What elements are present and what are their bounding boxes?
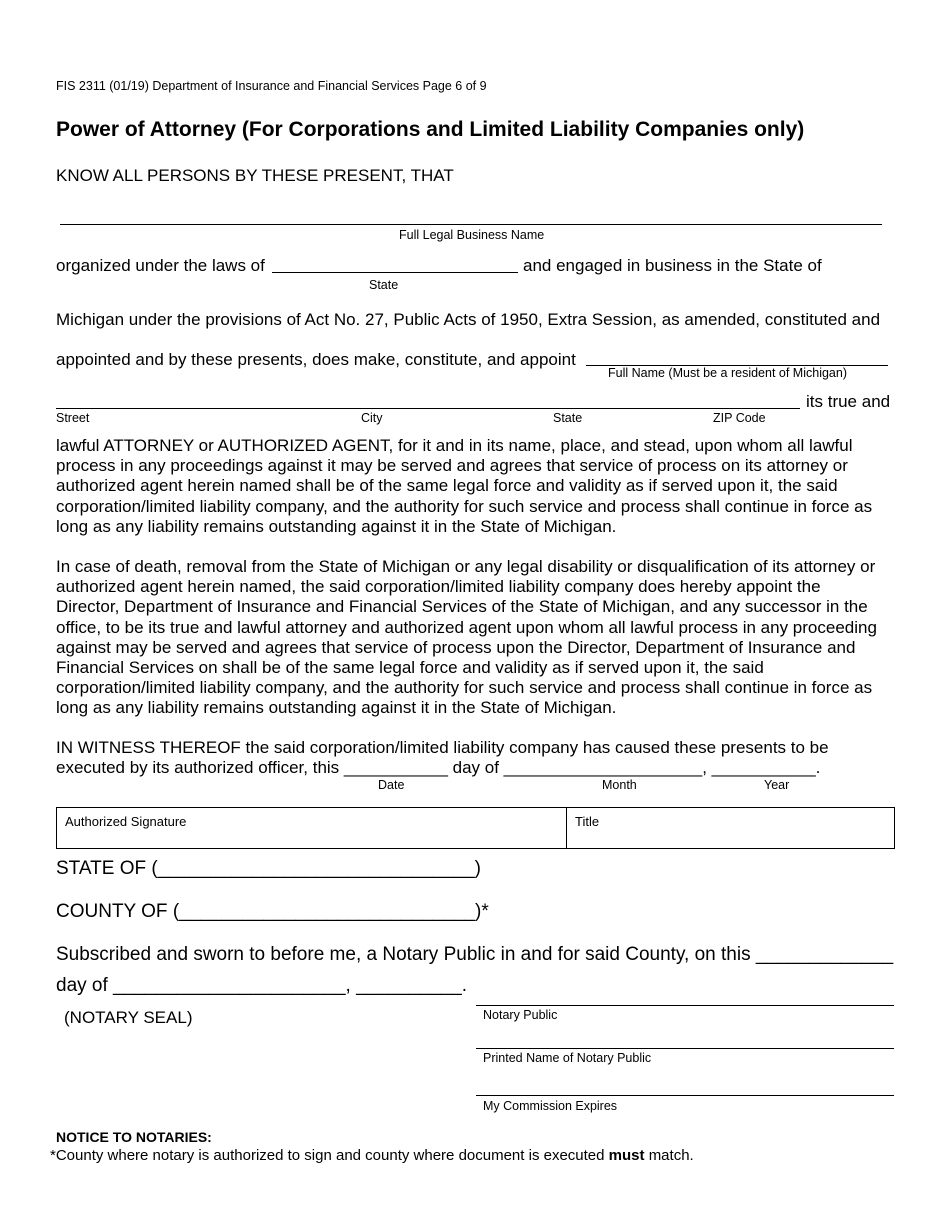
state-of-field[interactable]: STATE OF (______________________________): [56, 858, 482, 879]
form-header: FIS 2311 (01/19) Department of Insurance and Financial Services Page 6 of 9: [56, 79, 487, 93]
paragraph-line: process in any proceedings against it may be served and agrees that service of process on its attorney or: [56, 456, 848, 476]
notary-public-field[interactable]: [476, 1005, 894, 1006]
paragraph-line: long as any liability remains outstanding against it in the State of Michigan.: [56, 698, 617, 718]
paragraph-line: Financial Services on shall be of the same legal force and validity as if served upon it, the said: [56, 658, 764, 678]
notary-printed-name-label: Printed Name of Notary Public: [483, 1051, 652, 1065]
business-name-field[interactable]: [60, 224, 882, 225]
witness-line-1: IN WITNESS THEREOF the said corporation/limited liability company has caused these presents to be: [56, 738, 829, 757]
address-state-label: State: [553, 411, 583, 425]
paragraph-line: corporation/limited liability company, and the authority for such service and process shall continue in force as: [56, 496, 873, 516]
organized-state-field[interactable]: [272, 272, 518, 273]
paragraph-line: long as any liability remains outstanding against it in the State of Michigan.: [56, 516, 617, 536]
organized-state-label: State: [369, 278, 399, 292]
authorized-signature-field[interactable]: [56, 807, 567, 849]
paragraph-line: Director, Department of Insurance and Financial Services of the State of Michigan, and any successor in the: [56, 597, 868, 617]
witness-line-2[interactable]: executed by its authorized officer, this ___________ day of _____________________, ___________.: [56, 758, 821, 777]
street-label: Street: [56, 411, 90, 425]
notary-seal: (NOTARY SEAL): [64, 1008, 193, 1027]
notice-text: [50, 1147, 694, 1164]
agent-address-field[interactable]: [56, 408, 800, 409]
county-of-field[interactable]: COUNTY OF (____________________________)*: [56, 901, 489, 922]
zip-label: ZIP Code: [713, 411, 766, 425]
paragraph-line: In case of death, removal from the State of Michigan or any legal disability or disqualification of its attorney or: [56, 557, 876, 576]
paragraph-line: authorized agent herein named, the said corporation/limited liability company does hereby appoint the: [56, 577, 821, 597]
day-of-line[interactable]: day of ______________________, __________.: [56, 975, 468, 996]
notice-emphasis: must: [608, 1147, 645, 1164]
paragraph-line: office, to be its true and lawful attorney and authorized agent upon whom all lawful process in any proceeding: [56, 617, 877, 637]
page-title: Power of Attorney (For Corporations and Limited Liability Companies only): [56, 118, 805, 141]
paragraph-1: [56, 436, 896, 537]
notary-printed-name-field[interactable]: [476, 1048, 894, 1049]
city-label: City: [361, 411, 383, 425]
commission-expires-label: My Commission Expires: [483, 1099, 618, 1113]
organized-prefix: organized under the laws of: [56, 256, 265, 275]
commission-expires-field[interactable]: [476, 1095, 894, 1096]
signer-title-label: Title: [575, 814, 600, 829]
notice-text-before: *County where notary is authorized to sign and county where document is executed: [50, 1147, 605, 1164]
agent-name-label: Full Name (Must be a resident of Michigan): [608, 366, 847, 380]
signer-title-field[interactable]: [566, 807, 895, 849]
witness-month-label: Month: [602, 778, 637, 792]
organized-suffix: and engaged in business in the State of: [523, 256, 822, 275]
paragraph-2: [56, 557, 896, 719]
business-name-label: Full Legal Business Name: [399, 228, 545, 242]
its-true-and: its true and: [806, 392, 891, 411]
paragraph-line: lawful ATTORNEY or AUTHORIZED AGENT, for it and in its name, place, and stead, upon whom all lawful: [56, 436, 853, 455]
authorized-signature-label: Authorized Signature: [65, 814, 187, 829]
appoint-line: appointed and by these presents, does make, constitute, and appoint: [56, 350, 576, 369]
witness-year-label: Year: [764, 778, 790, 792]
michigan-line: Michigan under the provisions of Act No. 27, Public Acts of 1950, Extra Session, as amended, constituted and: [56, 310, 881, 329]
notice-text-after: match.: [648, 1147, 694, 1164]
notice-heading: NOTICE TO NOTARIES:: [56, 1129, 212, 1145]
intro-text: KNOW ALL PERSONS BY THESE PRESENT, THAT: [56, 166, 454, 185]
notary-public-label: Notary Public: [483, 1008, 558, 1022]
paragraph-line: corporation/limited liability company, and the authority for such service and process shall continue in force as: [56, 678, 873, 698]
witness-date-label: Date: [378, 778, 405, 792]
paragraph-line: authorized agent herein named shall be of the same legal force and validity as if served upon it, the said: [56, 476, 838, 496]
subscribed-line[interactable]: Subscribed and sworn to before me, a Notary Public in and for said County, on this _____________: [56, 944, 894, 965]
paragraph-line: against may be served and agrees that service of process upon the Director, Department of Insurance and: [56, 637, 856, 657]
